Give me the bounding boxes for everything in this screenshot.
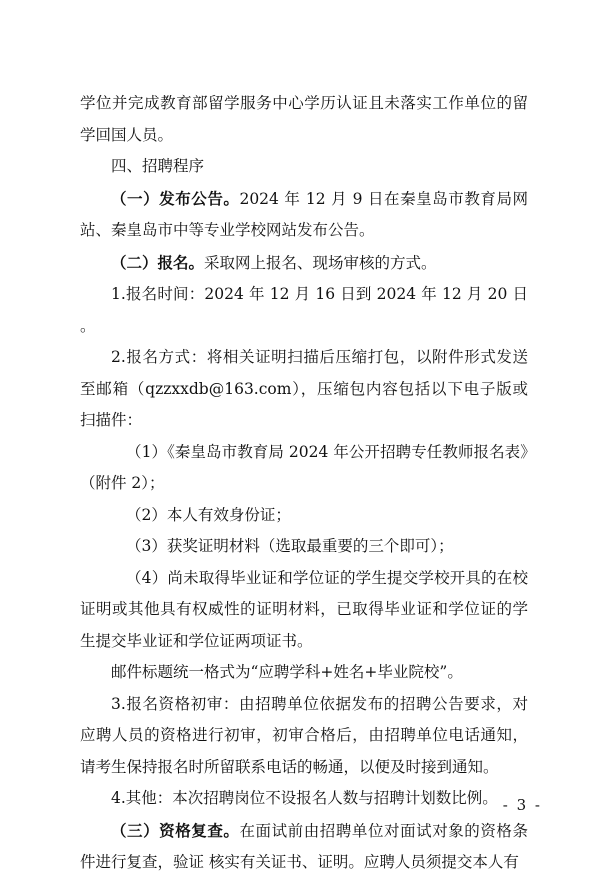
required-item-3: （3）获奖证明材料（选取最重要的三个即可）；: [126, 537, 454, 555]
step-registration-text: 采取网上报名、现场审核的方式。: [204, 253, 437, 272]
paragraph-continuation: 学位并完成教育部留学服务中心学历认证且未落实工作单位的留学回国人员。: [80, 94, 528, 144]
section-heading: 四、招聘程序: [111, 157, 205, 175]
step-announcement-label: （一）发布公告。: [111, 188, 240, 208]
step-announcement-text: 2024 年 12 月 9 日在秦皇岛市教育局网站、秦皇岛市中等专业学校网站发布公告。: [80, 189, 528, 239]
required-item-1: （1）《秦皇岛市教育局 2024 年公开招聘专任教师报名表》（附件 2）；: [80, 442, 528, 492]
preliminary-review: 3.报名资格初审：由招聘单位依据发布的招聘公告要求，对应聘人员的资格进行初审，初审合格后，由招聘单位电话通知，请考生保持报名时所留联系电话的畅通，以便及时接到通知。: [80, 694, 528, 776]
step-qualification-recheck: [80, 815, 528, 879]
required-item-4: （4）尚未取得毕业证和学位证的学生提交学校开具的在校证明或其他具有权威性的证明材料，已取得毕业证和学位证的学生提交毕业证和学位证两项证书。: [80, 568, 528, 650]
step-recheck-label: （三）资格复查。: [111, 820, 240, 840]
document-body: [80, 88, 528, 879]
registration-method: 2.报名方式：将相关证明扫描后压缩打包，以附件形式发送至邮箱（qzzxxdb@163.com），压缩包内容包括以下电子版或扫描件：: [80, 348, 528, 429]
email-subject-rule: 邮件标题统一格式为“应聘学科+姓名+毕业院校”。: [111, 663, 463, 681]
required-item-2: （2）本人有效身份证；: [126, 505, 291, 524]
step-registration-label: （二）报名。: [111, 252, 205, 272]
step-registration: [80, 247, 528, 280]
step-recheck-text: 在面试前由招聘单位对面试对象的资格条件进行复查，验证 核实有关证书、证明。应聘人员须提交本人有: [80, 821, 528, 871]
registration-time: 1.报名时间：2024 年 12 月 16 日到 2024 年 12 月 20 日 。: [80, 285, 528, 335]
other-note: 4.其他：本次招聘岗位不设报名人数与招聘计划数比例。: [111, 789, 498, 807]
step-announcement: [80, 183, 528, 247]
page-number: - 3 -: [502, 796, 542, 814]
